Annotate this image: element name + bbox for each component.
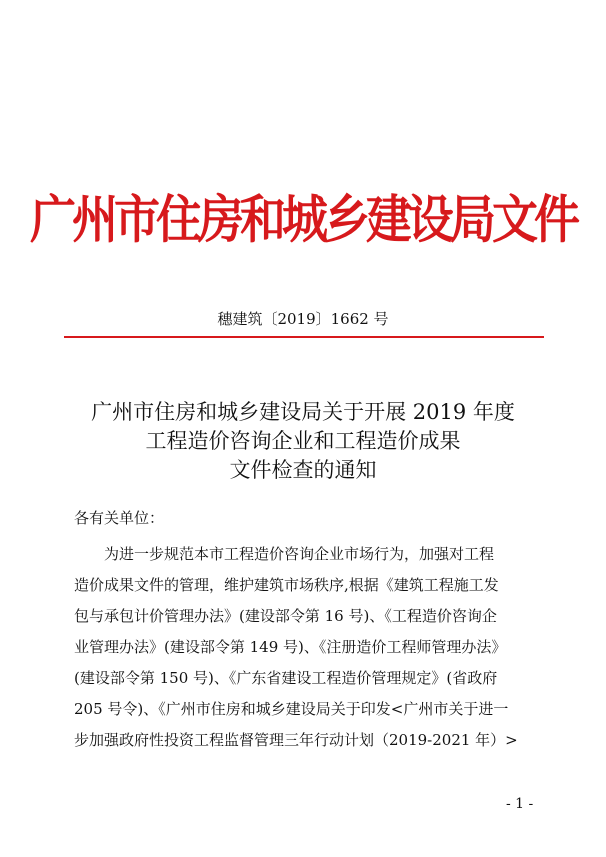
- document-number: 穗建筑〔2019〕1662 号: [217, 310, 389, 328]
- title-line: 工程造价咨询企业和工程造价成果: [145, 429, 461, 453]
- body-line: 步加强政府性投资工程监督管理三年行动计划（2019-2021 年）>: [74, 731, 518, 749]
- body-line: 业管理办法》(建设部令第 149 号)、《注册造价工程师管理办法》: [74, 638, 507, 656]
- body-line: 造价成果文件的管理，维护建筑市场秩序,根据《建筑工程施工发: [74, 576, 499, 594]
- document-masthead: 广州市住房和城乡建设局文件: [30, 189, 576, 250]
- body-line: 包与承包计价管理办法》(建设部令第 16 号)、《工程造价咨询企: [74, 607, 497, 625]
- red-separator-line: [64, 336, 544, 338]
- body-line: 为进一步规范本市工程造价咨询企业市场行为，加强对工程: [104, 545, 495, 563]
- body-line: (建设部令第 150 号)、《广东省建设工程造价管理规定》(省政府: [74, 669, 498, 687]
- body-line: 205 号令)、《广州市住房和城乡建设局关于印发<广州市关于进一: [74, 700, 509, 718]
- title-line: 文件检查的通知: [229, 458, 377, 482]
- body-text: [74, 539, 542, 756]
- salutation: 各有关单位：: [74, 509, 165, 527]
- title-line: 广州市住房和城乡建设局关于开展 2019 年度: [91, 400, 515, 424]
- notice-title: [0, 398, 606, 485]
- page-number: - 1 -: [506, 796, 534, 812]
